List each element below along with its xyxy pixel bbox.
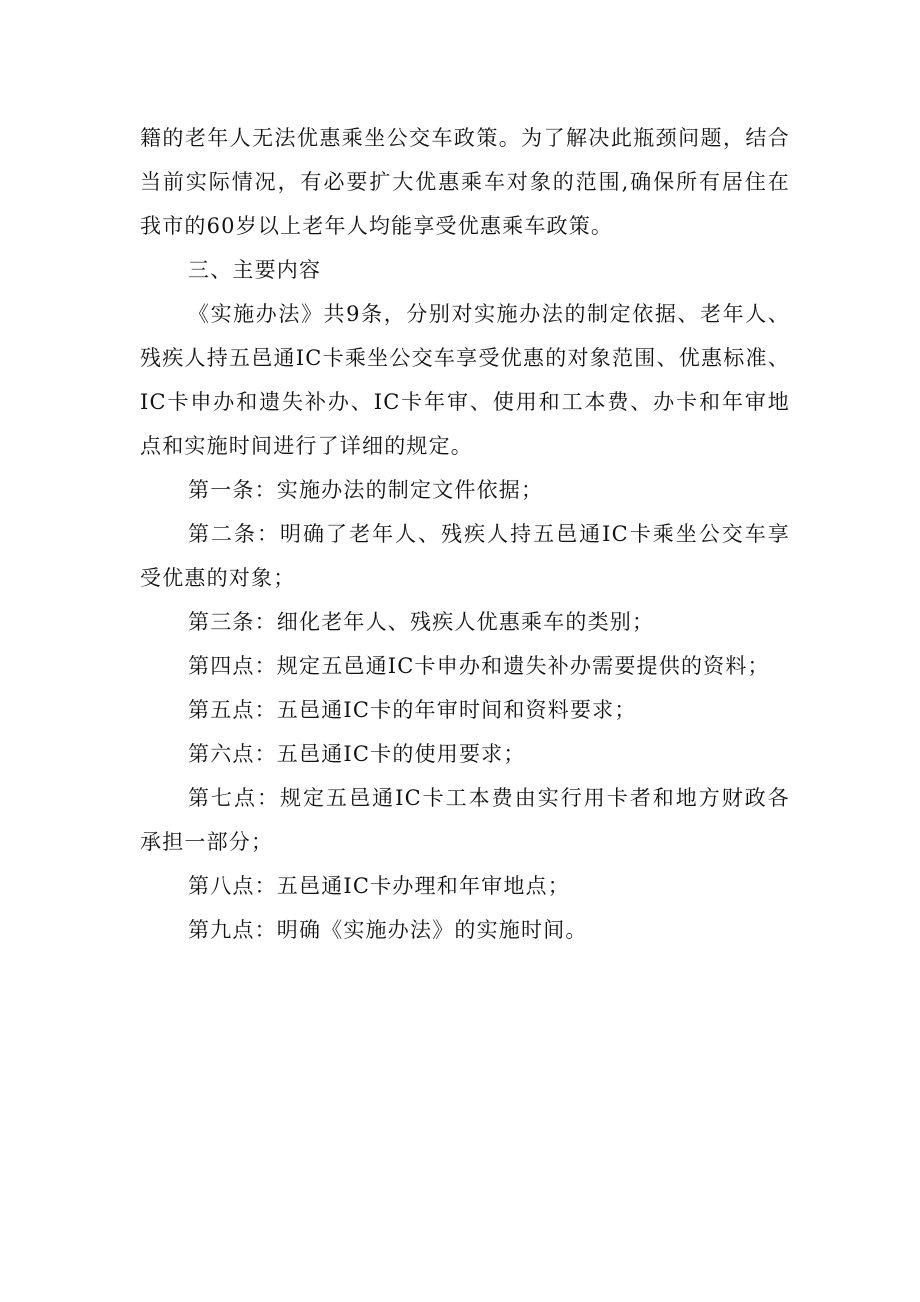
- paragraph-continuation: 籍的老年人无法优惠乘坐公交车政策。为了解决此瓶颈问题，结合当前实际情况，有必要扩大优惠乘车对象的范围,确保所有居住在我市的60岁以上老年人均能享受优惠乘车政策。: [140, 126, 790, 238]
- article-5: 第五点：五邑通IC卡的年审时间和资料要求；: [188, 698, 637, 722]
- article-7: 第七点：规定五邑通IC卡工本费由实行用卡者和地方财政各承担一部分；: [140, 786, 790, 854]
- article-3: 第三条：细化老年人、残疾人优惠乘车的类别；: [188, 610, 655, 634]
- section-heading-main-content: 三、主要内容: [188, 258, 322, 282]
- paragraph-overview: 《实施办法》共9条，分别对实施办法的制定依据、老年人、残疾人持五邑通IC卡乘坐公交车享受优惠的对象范围、优惠标准、IC卡申办和遗失补办、IC卡年审、使用和工本费、办卡和年审地点和实施时间进行了详细的规定。: [140, 302, 790, 458]
- article-4: 第四点：规定五邑通IC卡申办和遗失补办需要提供的资料；: [188, 654, 770, 678]
- article-6: 第六点：五邑通IC卡的使用要求；: [188, 742, 526, 766]
- article-2: 第二条：明确了老年人、残疾人持五邑通IC卡乘坐公交车享受优惠的对象；: [140, 522, 790, 590]
- article-9: 第九点：明确《实施办法》的实施时间。: [188, 918, 588, 942]
- article-8: 第八点：五邑通IC卡办理和年审地点；: [188, 874, 570, 898]
- document-body: [140, 116, 790, 952]
- article-1: 第一条：实施办法的制定文件依据；: [188, 478, 544, 502]
